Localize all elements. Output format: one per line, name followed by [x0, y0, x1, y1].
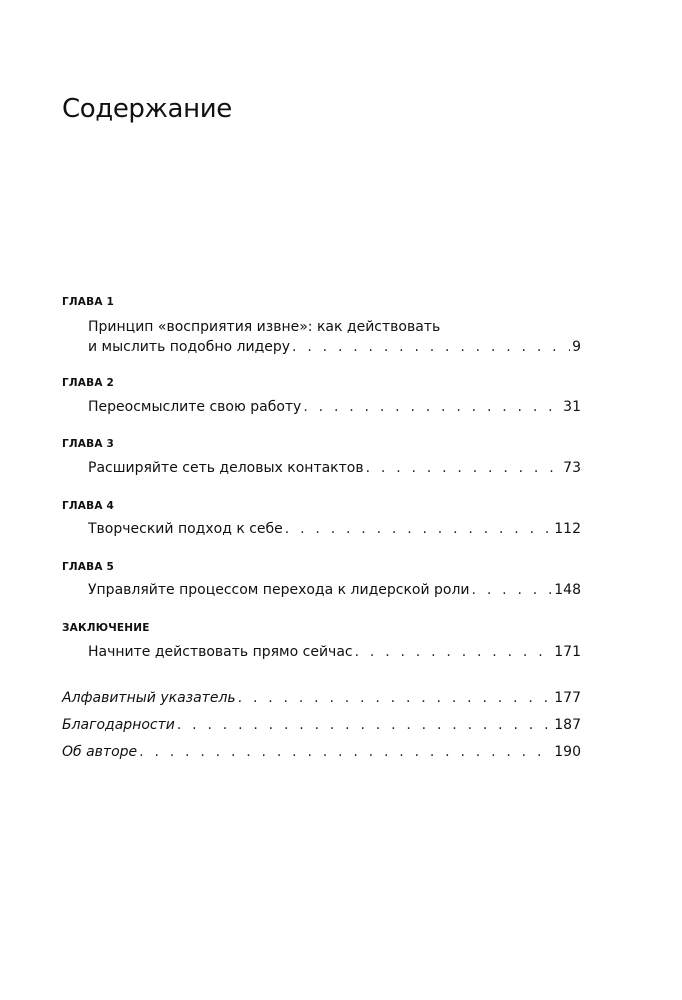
toc-entry-title-line[interactable] — [88, 318, 581, 336]
toc-entry-title: и мыслить подобно лидеру — [88, 339, 291, 355]
chapter-label: ЗАКЛЮЧЕНИЕ — [62, 622, 150, 634]
toc-entry-title: Творческий подход к себе — [88, 521, 283, 537]
toc-entry[interactable] — [62, 689, 581, 707]
page-number: 73 — [563, 460, 581, 476]
page-number: 190 — [554, 744, 581, 760]
toc-entry-title: Алфавитный указатель — [62, 690, 236, 706]
dot-leader — [285, 520, 552, 538]
toc-entry[interactable] — [88, 581, 581, 599]
dot-leader — [177, 716, 552, 734]
toc-entry[interactable] — [88, 643, 581, 661]
page-number: 187 — [554, 717, 581, 733]
toc-entry-title: Переосмыслите свою работу — [88, 399, 302, 415]
toc-entry[interactable] — [88, 520, 581, 538]
page-number: 9 — [572, 339, 581, 355]
dot-leader — [292, 338, 570, 356]
toc-entry[interactable] — [62, 716, 581, 734]
dot-leader — [366, 459, 562, 477]
page-number: 177 — [554, 690, 581, 706]
toc-entry-title: Благодарности — [62, 717, 175, 733]
toc-entry-title: Принцип «восприятия извне»: как действовать — [88, 319, 441, 335]
chapter-label: ГЛАВА 4 — [62, 500, 115, 512]
dot-leader — [355, 643, 553, 661]
dot-leader — [303, 398, 561, 416]
toc-entry-title: Управляйте процессом перехода к лидерской роли — [88, 582, 470, 598]
chapter-label: ГЛАВА 3 — [62, 438, 115, 450]
toc-entry[interactable] — [62, 743, 581, 761]
toc-entry-title: Об авторе — [62, 744, 138, 760]
page-number: 148 — [554, 582, 581, 598]
page-number: 171 — [554, 644, 581, 660]
chapter-label: ГЛАВА 2 — [62, 377, 115, 389]
dot-leader — [238, 689, 553, 707]
toc-entry-title: Расширяйте сеть деловых контактов — [88, 460, 364, 476]
toc-entry-title: Начните действовать прямо сейчас — [88, 644, 353, 660]
dot-leader — [139, 743, 552, 761]
toc-entry[interactable] — [88, 459, 581, 477]
page-number: 112 — [554, 521, 581, 537]
page-number: 31 — [563, 399, 581, 415]
toc-entry[interactable] — [88, 338, 581, 356]
chapter-label: ГЛАВА 1 — [62, 296, 115, 308]
chapter-label: ГЛАВА 5 — [62, 561, 115, 573]
dot-leader — [472, 581, 553, 599]
page-title: Содержание — [62, 94, 232, 124]
toc-entry[interactable] — [88, 398, 581, 416]
